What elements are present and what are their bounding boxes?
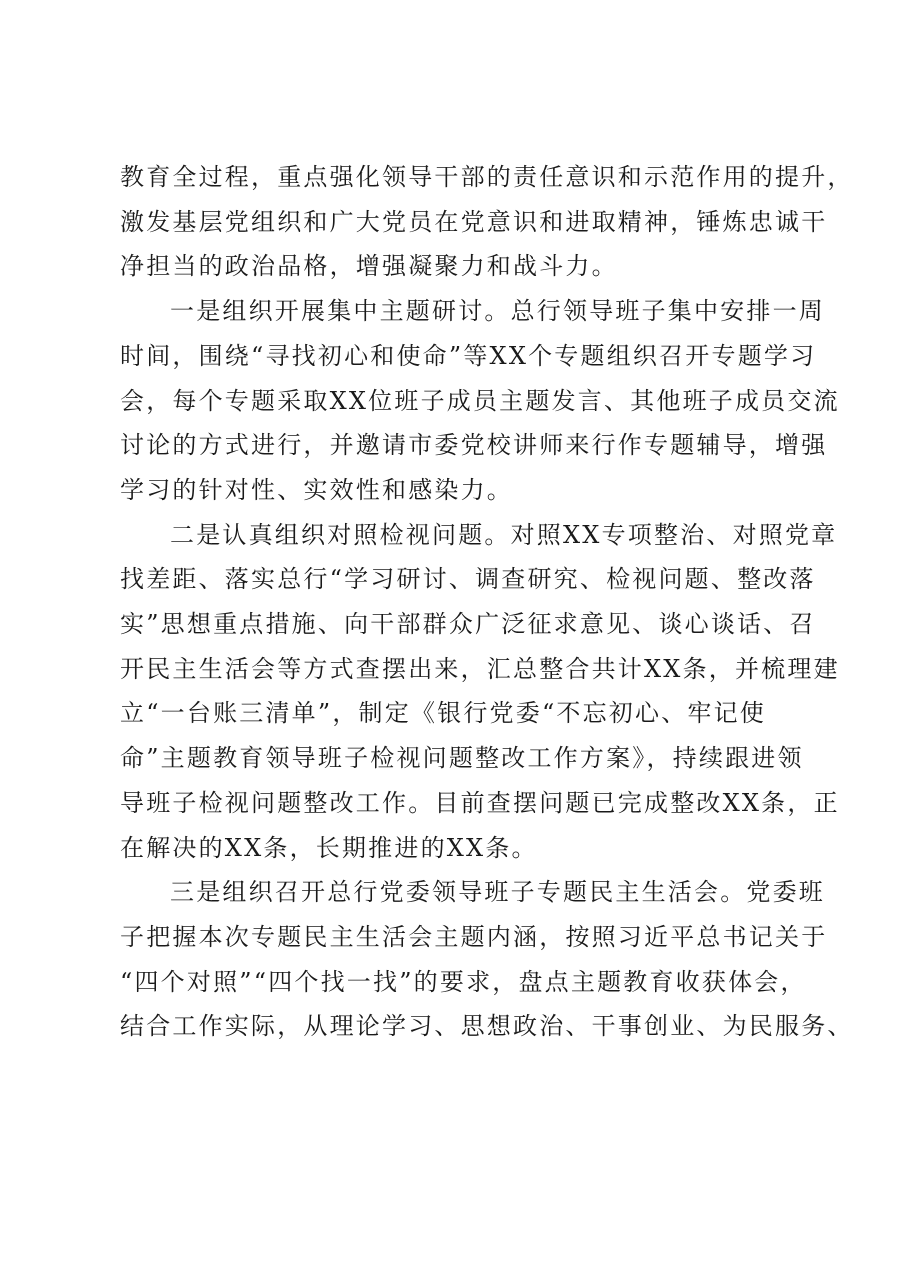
text-line: 开民主生活会等方式查摆出来，汇总整合共计XX条，并梳理建: [120, 654, 840, 683]
text-line: 导班子检视问题整改工作。目前查摆问题已完成整改XX条，正: [120, 788, 840, 817]
paragraph-point-two: [120, 513, 840, 871]
text-line: 在解决的XX条，长期推进的XX条。: [120, 833, 538, 862]
paragraph-point-three: [120, 870, 854, 1049]
text-line: 时间，围绕“寻找初心和使命”等XX个专题组织召开专题学习: [120, 341, 817, 370]
text-line: 找差距、落实总行“学习研讨、调查研究、检视问题、整改落: [120, 565, 816, 594]
text-line: 二是认真组织对照检视问题。对照XX专项整治、对照党章: [170, 520, 838, 549]
text-line: 实”思想重点措施、向干部群众广泛征求意见、谈心谈话、召: [120, 610, 816, 639]
text-line: 会，每个专题采取XX位班子成员主题发言、其他班子成员交流: [120, 386, 840, 415]
text-line: 学习的针对性、实效性和感染力。: [120, 475, 513, 504]
paragraph-point-one: [120, 289, 840, 513]
text-line: 结合工作实际，从理论学习、思想政治、干事创业、为民服务、: [120, 1012, 854, 1041]
text-line: 讨论的方式进行，并邀请市委党校讲师来行作专题辅导，增强: [120, 431, 828, 460]
text-line: 净担当的政治品格，增强凝聚力和战斗力。: [120, 252, 618, 281]
text-line: 教育全过程，重点强化领导干部的责任意识和示范作用的提升，: [120, 163, 854, 191]
text-line: 子把握本次专题民主生活会主题内涵，按照习近平总书记关于: [120, 922, 828, 951]
text-line: 一是组织开展集中主题研讨。总行领导班子集中安排一周: [170, 297, 825, 326]
text-line: 激发基层党组织和广大党员在党意识和进取精神，锤炼忠诚干: [120, 207, 828, 236]
paragraph-intro: [120, 155, 854, 289]
text-line: “四个对照”“四个找一找”的要求，盘点主题教育收获体会，: [120, 967, 807, 996]
document-body: [120, 155, 854, 1049]
text-line: 三是组织召开总行党委领导班子专题民主生活会。党委班: [170, 878, 825, 907]
text-line: 命”主题教育领导班子检视问题整改工作方案》，持续跟进领: [120, 744, 804, 773]
text-line: 立“一台账三清单”，制定《银行党委“不忘初心、牢记使: [120, 699, 767, 728]
